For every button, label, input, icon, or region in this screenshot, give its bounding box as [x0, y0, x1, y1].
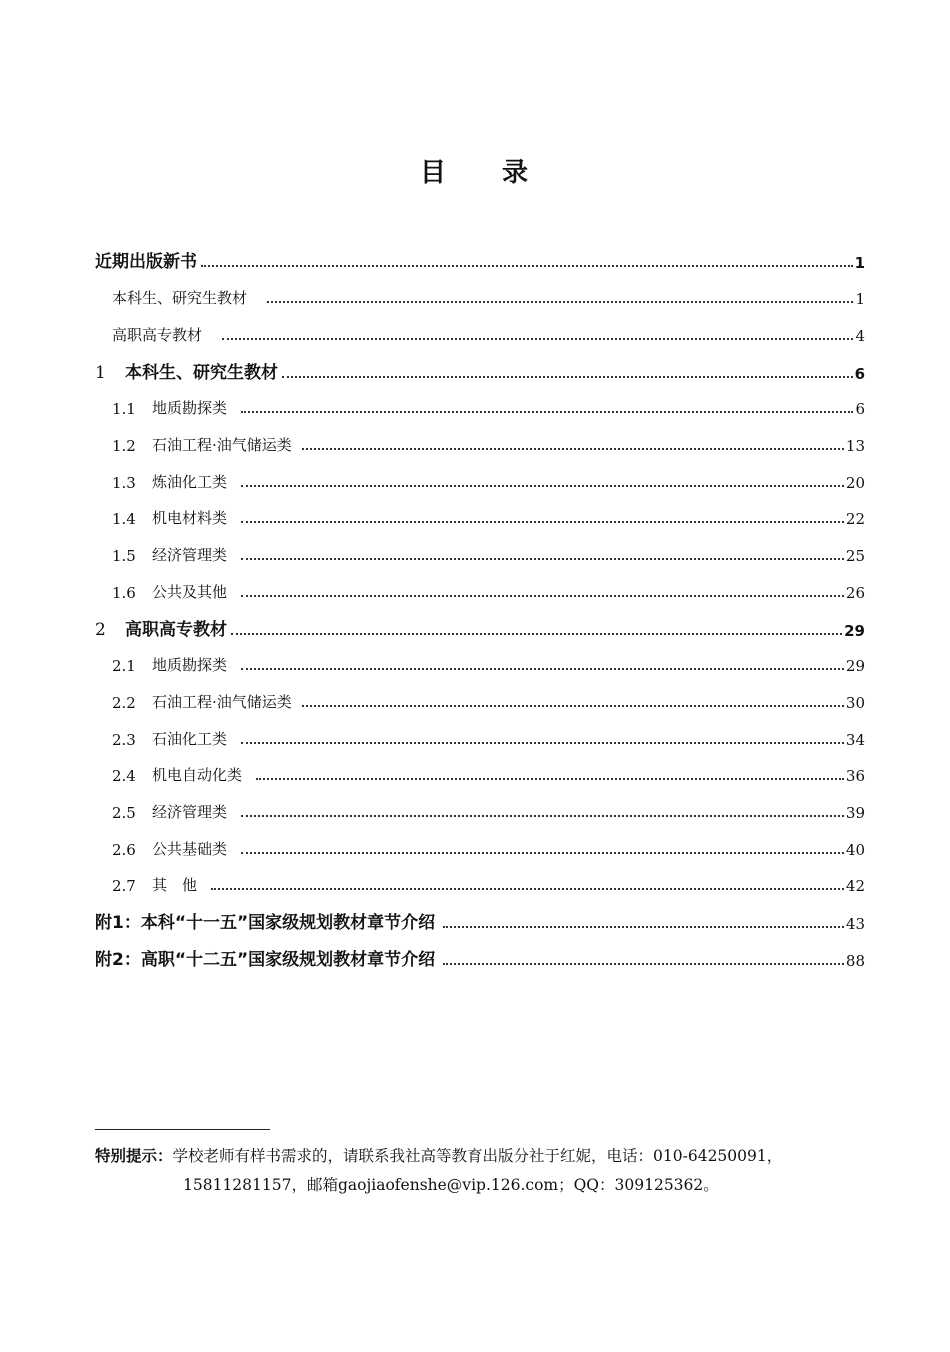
toc-entry-label: 本科生、研究生教材 — [125, 363, 278, 383]
toc-entry-2-5[interactable] — [95, 796, 865, 822]
toc-entry-page: 25 — [845, 547, 865, 565]
toc-chapter-number: 2 — [95, 620, 106, 640]
toc-entry-page: 29 — [844, 622, 865, 640]
toc-appendix-2[interactable] — [95, 944, 865, 970]
toc-entry-label: 石油工程·油气储运类 — [152, 693, 292, 711]
toc-entry-number: 1.2 — [112, 437, 136, 455]
dot-leader — [241, 520, 844, 523]
special-notice — [95, 1142, 875, 1200]
toc-entry-number: 2.7 — [112, 877, 136, 895]
dot-leader — [222, 337, 853, 340]
toc-entry-label: 炼油化工类 — [152, 473, 228, 491]
notice-lead: 特别提示： — [95, 1147, 173, 1165]
toc-chapter-number: 1 — [95, 363, 106, 383]
title-char-1: 目 — [419, 158, 448, 188]
notice-line-2: 15811281157，邮箱gaojiaofenshe@vip.126.com；QQ：309125362。 — [183, 1176, 719, 1194]
toc-entry-page: 34 — [845, 731, 865, 749]
toc-entry-page: 42 — [845, 877, 865, 895]
toc-entry-1-6[interactable] — [95, 576, 865, 602]
dot-leader — [241, 484, 844, 487]
toc-entry-2-6[interactable] — [95, 833, 865, 859]
dot-leader — [241, 667, 844, 670]
toc-entry-number: 2.4 — [112, 767, 136, 785]
toc-entry-number: 1.4 — [112, 510, 136, 528]
dot-leader — [256, 777, 844, 780]
toc-entry-label: 高职高专教材 — [125, 620, 227, 640]
toc-entry-label: 公共及其他 — [152, 583, 228, 601]
toc-entry-page: 6 — [855, 400, 865, 418]
dot-leader — [282, 375, 853, 378]
toc-appendix-1[interactable] — [95, 907, 865, 933]
toc-entry-2-1[interactable] — [95, 649, 865, 675]
dot-leader — [241, 410, 853, 413]
toc-entry-label: 石油工程·油气储运类 — [152, 436, 292, 454]
toc-entry-label: 石油化工类 — [152, 730, 228, 748]
toc-entry-number: 1.3 — [112, 474, 136, 492]
toc-entry-page: 13 — [845, 437, 865, 455]
toc-entry-label: 其 他 — [152, 876, 198, 894]
toc-entry-page: 36 — [845, 767, 865, 785]
toc-entry-label: 地质勘探类 — [152, 399, 228, 417]
toc-entry-label: 地质勘探类 — [152, 656, 228, 674]
toc-entry-number: 1.6 — [112, 584, 136, 602]
toc-entry-page: 1 — [854, 254, 865, 272]
toc-entry-page: 4 — [855, 327, 865, 345]
title-char-2: 录 — [502, 158, 531, 188]
toc-entry-label: 本科生、研究生教材 — [112, 289, 248, 307]
notice-line-1 — [95, 1142, 875, 1171]
toc-entry-new-books[interactable] — [95, 246, 865, 272]
toc-entry-label: 经济管理类 — [152, 546, 228, 564]
toc-entry-2-3[interactable] — [95, 723, 865, 749]
toc-entry-label: 高职高专教材 — [112, 326, 203, 344]
footnote-rule — [95, 1129, 270, 1130]
dot-leader — [211, 887, 844, 890]
dot-leader — [201, 264, 853, 267]
toc-entry-label: 机电材料类 — [152, 509, 228, 527]
toc-entry-1-2[interactable] — [95, 429, 865, 455]
toc-entry-page: 26 — [845, 584, 865, 602]
toc-entry-number: 2.6 — [112, 841, 136, 859]
dot-leader — [241, 594, 844, 597]
toc-entry-new-undergrad[interactable] — [95, 282, 865, 308]
toc-entry-number: 2.5 — [112, 804, 136, 822]
toc-entry-page: 40 — [845, 841, 865, 859]
toc-entry-page: 39 — [845, 804, 865, 822]
toc-entry-2-2[interactable] — [95, 686, 865, 712]
toc-entry-number: 2.1 — [112, 657, 136, 675]
toc-entry-1-4[interactable] — [95, 502, 865, 528]
dot-leader — [241, 814, 844, 817]
toc-entry-number: 2.3 — [112, 731, 136, 749]
dot-leader — [267, 300, 853, 303]
toc-entry-label: 近期出版新书 — [95, 252, 197, 272]
dot-leader — [231, 632, 842, 635]
page-title — [0, 152, 950, 189]
toc-entry-2-7[interactable] — [95, 869, 865, 895]
toc-entry-page: 43 — [845, 915, 865, 933]
toc-entry-page: 88 — [845, 952, 865, 970]
dot-leader — [241, 741, 844, 744]
dot-leader — [302, 447, 844, 450]
toc-entry-number: 2.2 — [112, 694, 136, 712]
toc-entry-new-vocational[interactable] — [95, 319, 865, 345]
toc-entry-page: 29 — [845, 657, 865, 675]
toc-entry-label: 附2：高职“十二五”国家级规划教材章节介绍 — [95, 950, 436, 970]
toc-entry-page: 30 — [845, 694, 865, 712]
dot-leader — [241, 557, 844, 560]
toc-entry-1-1[interactable] — [95, 392, 865, 418]
toc-entry-page: 1 — [855, 290, 865, 308]
toc-entry-label: 附1：本科“十一五”国家级规划教材章节介绍 — [95, 913, 436, 933]
dot-leader — [443, 925, 844, 928]
toc-chapter-2[interactable] — [95, 614, 865, 640]
toc-entry-page: 6 — [854, 365, 865, 383]
toc-entry-1-5[interactable] — [95, 539, 865, 565]
toc-entry-number: 1.5 — [112, 547, 136, 565]
notice-text-1: 学校老师有样书需求的，请联系我社高等教育出版分社于红妮，电话：010-64250091， — [172, 1147, 783, 1165]
toc-entry-number: 1.1 — [112, 400, 136, 418]
toc-entry-page: 20 — [845, 474, 865, 492]
dot-leader — [241, 851, 844, 854]
dot-leader — [443, 962, 844, 965]
toc-entry-page: 22 — [845, 510, 865, 528]
toc-entry-2-4[interactable] — [95, 759, 865, 785]
toc-chapter-1[interactable] — [95, 357, 865, 383]
toc-entry-1-3[interactable] — [95, 466, 865, 492]
toc-entry-label: 经济管理类 — [152, 803, 228, 821]
dot-leader — [302, 704, 844, 707]
toc-entry-label: 机电自动化类 — [152, 766, 243, 784]
toc-entry-label: 公共基础类 — [152, 840, 228, 858]
